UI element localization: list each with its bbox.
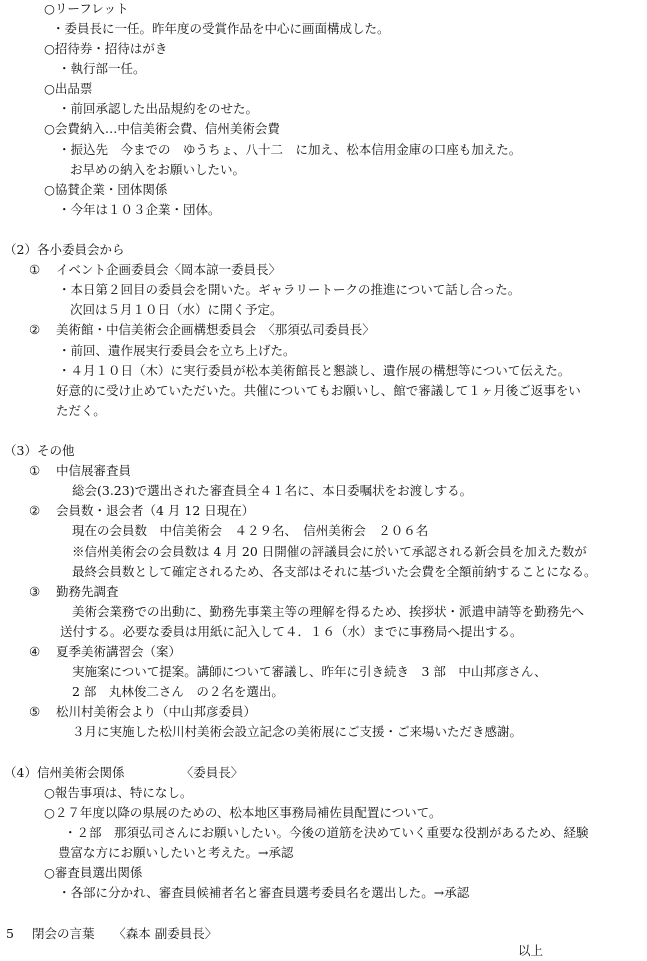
leaflet-body: ・委員長に一任。昨年度の受賞作品を中心に画面構成した。	[52, 21, 390, 36]
section-3-heading: （3）その他	[4, 443, 75, 458]
section-2-item-1-number: ①	[29, 262, 41, 277]
section-5-title: 閉会の言葉 〈森本 副委員長〉	[32, 926, 218, 941]
section-2-item-1-body-1: ・本日第２回目の委員会を開いた。ギャラリートークの推進について話し合った。	[58, 282, 521, 297]
section-2-item-2-number: ②	[29, 322, 41, 337]
sponsor-heading: ○協賛企業・団体関係	[44, 182, 168, 197]
closing-remark: 以上	[518, 943, 544, 958]
section-3-item-5-number: ⑤	[29, 704, 41, 719]
section-2-item-2-title: 美術館・中信美術会企画構想委員会 〈那須弘司委員長〉	[56, 322, 375, 337]
section-3-item-3-number: ③	[29, 584, 41, 599]
fee-body-line1: ・振込先 今までの ゆうちょ、八十二 に加え、松本信用金庫の口座も加えた。	[58, 142, 522, 157]
section-2-item-1-title: イベント企画委員会〈岡本諒一委員長〉	[56, 262, 282, 277]
section-4-staff-body-1: ・２部 那須弘司さんにお願いしたい。今後の道筋を決めていく重要な役割があるため、経験	[64, 825, 589, 840]
section-3-item-3-body-1: 美術会業務での出動に、勤務先事業主等の理解を得るため、挨拶状・派遣申請等を勤務先へ	[72, 604, 585, 619]
invitation-heading: ○招待券・招待はがき	[44, 41, 168, 56]
fee-heading: ○会費納入…中信美術会費、信州美術会費	[44, 121, 280, 136]
section-3-item-1-body: 総会(3.23)で選出された審査員全４１名に、本日委嘱状をお渡しする。	[72, 483, 473, 498]
section-5-number: 5	[6, 926, 14, 941]
section-3-item-2-body-2: ※信州美術会の会員数は 4 月 20 日開催の評議員会に於いて承認される新会員を加えた数が	[72, 544, 587, 559]
section-4-staff-body-2: 豊富な方にお願いしたいと考えた。→承認	[58, 845, 294, 860]
section-3-item-3-title: 勤務先調査	[56, 584, 119, 599]
entry-slip-heading: ○出品票	[44, 81, 93, 96]
section-3-item-2-body-1: 現在の会員数 中信美術会 ４２９名、 信州美術会 ２０６名	[72, 523, 429, 538]
section-3-item-1-number: ①	[29, 463, 41, 478]
section-2-item-2-body-2: ・４月１０日（木）に実行委員が松本美術館長と懇談し、遺作展の構想等について伝えた。	[58, 363, 571, 378]
section-2-heading: （2）各小委員会から	[4, 242, 125, 257]
section-2-item-2-body-4: ただく。	[56, 403, 106, 418]
section-3-item-4-title: 夏季美術講習会（案）	[56, 644, 182, 659]
section-3-item-5-title: 松川村美術会より（中山邦彦委員）	[56, 704, 257, 719]
section-2-item-1-body-2: 次回は５月１０日（水）に開く予定。	[70, 302, 283, 317]
section-3-item-2-number: ②	[29, 503, 41, 518]
section-2-item-2-body-1: ・前回、遺作展実行委員会を立ち上げた。	[58, 343, 296, 358]
section-4-judge-body: ・各部に分かれ、審査員候補者名と審査員選考委員名を選出した。→承認	[58, 885, 470, 900]
section-3-item-2-title: 会員数・退会者（4 月 12 日現在）	[56, 503, 255, 518]
section-2-item-2-body-3: 好意的に受け止めていただいた。共催についてもお願いし、館で審議して１ヶ月後ご返事をい	[56, 383, 581, 398]
sponsor-body: ・今年は１０３企業・団体。	[58, 202, 221, 217]
section-3-item-2-body-3: 最終会員数として確定されるため、各支部はそれに基づいた会費を全額前納することになる。	[72, 564, 597, 579]
section-4-heading: （4）信州美術会関係 〈委員長〉	[4, 765, 244, 780]
section-3-item-4-body-2: 2 部 丸林俊二さん の２名を選出。	[72, 684, 284, 699]
invitation-body: ・執行部一任。	[58, 61, 146, 76]
leaflet-heading: ○リーフレット	[44, 1, 129, 16]
section-3-item-1-title: 中信展審査員	[56, 463, 132, 478]
section-4-staff-heading: ○２７年度以降の県展のための、松本地区事務局補佐員配置について。	[44, 805, 442, 820]
section-3-item-4-number: ④	[29, 644, 41, 659]
section-3-item-3-body-2: 送付する。必要な委員は用紙に記入して４．１６（水）までに事務局へ提出する。	[60, 624, 523, 639]
fee-body-line2: お早めの納入をお願いしたい。	[70, 162, 246, 177]
section-3-item-5-body: ３月に実施した松川村美術会設立記念の美術展にご支援・ご来場いただき感謝。	[72, 724, 523, 739]
section-4-report-heading: ○報告事項は、特になし。	[44, 785, 193, 800]
section-4-judge-heading: ○審査員選出関係	[44, 865, 143, 880]
entry-slip-body: ・前回承認した出品規約をのせた。	[58, 101, 259, 116]
section-3-item-4-body-1: 実施案について提案。講師について審議し、昨年に引き続き 3 部 中山邦彦さん、	[72, 664, 547, 679]
